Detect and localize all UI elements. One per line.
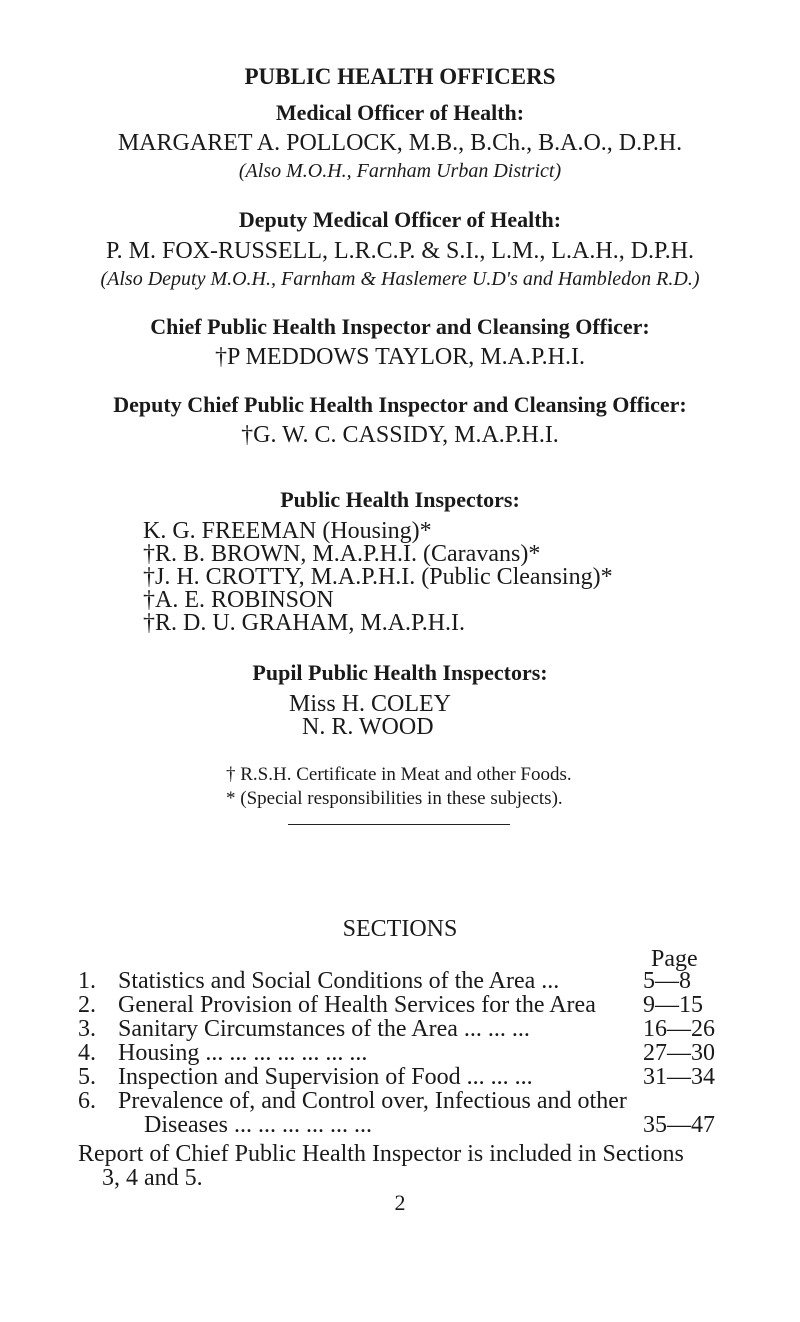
toc-item-page: 27—30 bbox=[643, 1040, 715, 1066]
page-column-label: Page bbox=[651, 946, 698, 972]
divider-rule bbox=[288, 824, 510, 825]
footnote-asterisk: * (Special responsibilities in these subjects). bbox=[226, 788, 563, 809]
pupil-phi-list-item: N. R. WOOD bbox=[302, 714, 434, 740]
toc-item-text: Prevalence of, and Control over, Infectious and other bbox=[118, 1088, 627, 1114]
chief-phi-heading: Chief Public Health Inspector and Cleansing Officer: bbox=[150, 314, 650, 339]
toc-item-text: Sanitary Circumstances of the Area ... ... ... bbox=[118, 1016, 530, 1042]
footnote-dagger: † R.S.H. Certificate in Meat and other Foods. bbox=[226, 764, 572, 785]
moh-heading: Medical Officer of Health: bbox=[275, 100, 525, 125]
moh-note: (Also M.O.H., Farnham Urban District) bbox=[238, 160, 562, 182]
toc-item-number: 1. bbox=[78, 968, 96, 994]
toc-item-number: 2. bbox=[78, 992, 96, 1018]
deputy-moh-name: P. M. FOX-RUSSELL, L.R.C.P. & S.I., L.M., L.A.H., D.P.H. bbox=[105, 238, 695, 264]
toc-item-page: 16—26 bbox=[643, 1016, 715, 1042]
deputy-moh-note: (Also Deputy M.O.H., Farnham & Haslemere U.D's and Hambledon R.D.) bbox=[100, 268, 700, 290]
chief-phi-name: †P MEDDOWS TAYLOR, M.A.P.H.I. bbox=[215, 344, 585, 370]
deputy-moh-heading: Deputy Medical Officer of Health: bbox=[238, 207, 562, 232]
phi-list-item: †J. H. CROTTY, M.A.P.H.I. (Public Cleansing)* bbox=[143, 564, 613, 590]
toc-item-page: 31—34 bbox=[643, 1064, 715, 1090]
phi-list-item: K. G. FREEMAN (Housing)* bbox=[143, 518, 432, 544]
phi-list-item: †R. D. U. GRAHAM, M.A.P.H.I. bbox=[143, 610, 466, 636]
phi-list-item: †R. B. BROWN, M.A.P.H.I. (Caravans)* bbox=[143, 541, 541, 567]
toc-item-page: 9—15 bbox=[643, 992, 703, 1018]
page-number: 2 bbox=[394, 1190, 406, 1215]
toc-item-number: 5. bbox=[78, 1064, 96, 1090]
toc-item-text: Inspection and Supervision of Food ... ... ... bbox=[118, 1064, 533, 1090]
deputy-chief-phi-heading: Deputy Chief Public Health Inspector and Cleansing Officer: bbox=[113, 392, 687, 417]
deputy-chief-phi-name: †G. W. C. CASSIDY, M.A.P.H.I. bbox=[241, 422, 559, 448]
sections-heading: SECTIONS bbox=[342, 916, 458, 942]
pupil-phi-heading: Pupil Public Health Inspectors: bbox=[252, 660, 548, 685]
toc-item-text: Housing ... ... ... ... ... ... ... bbox=[118, 1040, 368, 1066]
toc-item-page: 5—8 bbox=[643, 968, 691, 994]
toc-item-continuation: Diseases ... ... ... ... ... ... bbox=[144, 1112, 372, 1138]
phi-list-item: †A. E. ROBINSON bbox=[143, 587, 334, 613]
pupil-phi-list-item: Miss H. COLEY bbox=[289, 691, 452, 717]
toc-item-number: 6. bbox=[78, 1088, 96, 1114]
toc-item-number: 4. bbox=[78, 1040, 96, 1066]
toc-item-page: 35—47 bbox=[643, 1112, 715, 1138]
report-note-line1: Report of Chief Public Health Inspector is included in Sections bbox=[78, 1141, 684, 1167]
report-note-line2: 3, 4 and 5. bbox=[102, 1165, 203, 1191]
toc-item-number: 3. bbox=[78, 1016, 96, 1042]
moh-name: MARGARET A. POLLOCK, M.B., B.Ch., B.A.O., D.P.H. bbox=[117, 130, 683, 156]
toc-item-text: Statistics and Social Conditions of the Area ... bbox=[118, 968, 560, 994]
toc-item-text: General Provision of Health Services for the Area bbox=[118, 992, 596, 1018]
page-title: PUBLIC HEALTH OFFICERS bbox=[244, 64, 556, 89]
phi-heading: Public Health Inspectors: bbox=[280, 487, 520, 512]
